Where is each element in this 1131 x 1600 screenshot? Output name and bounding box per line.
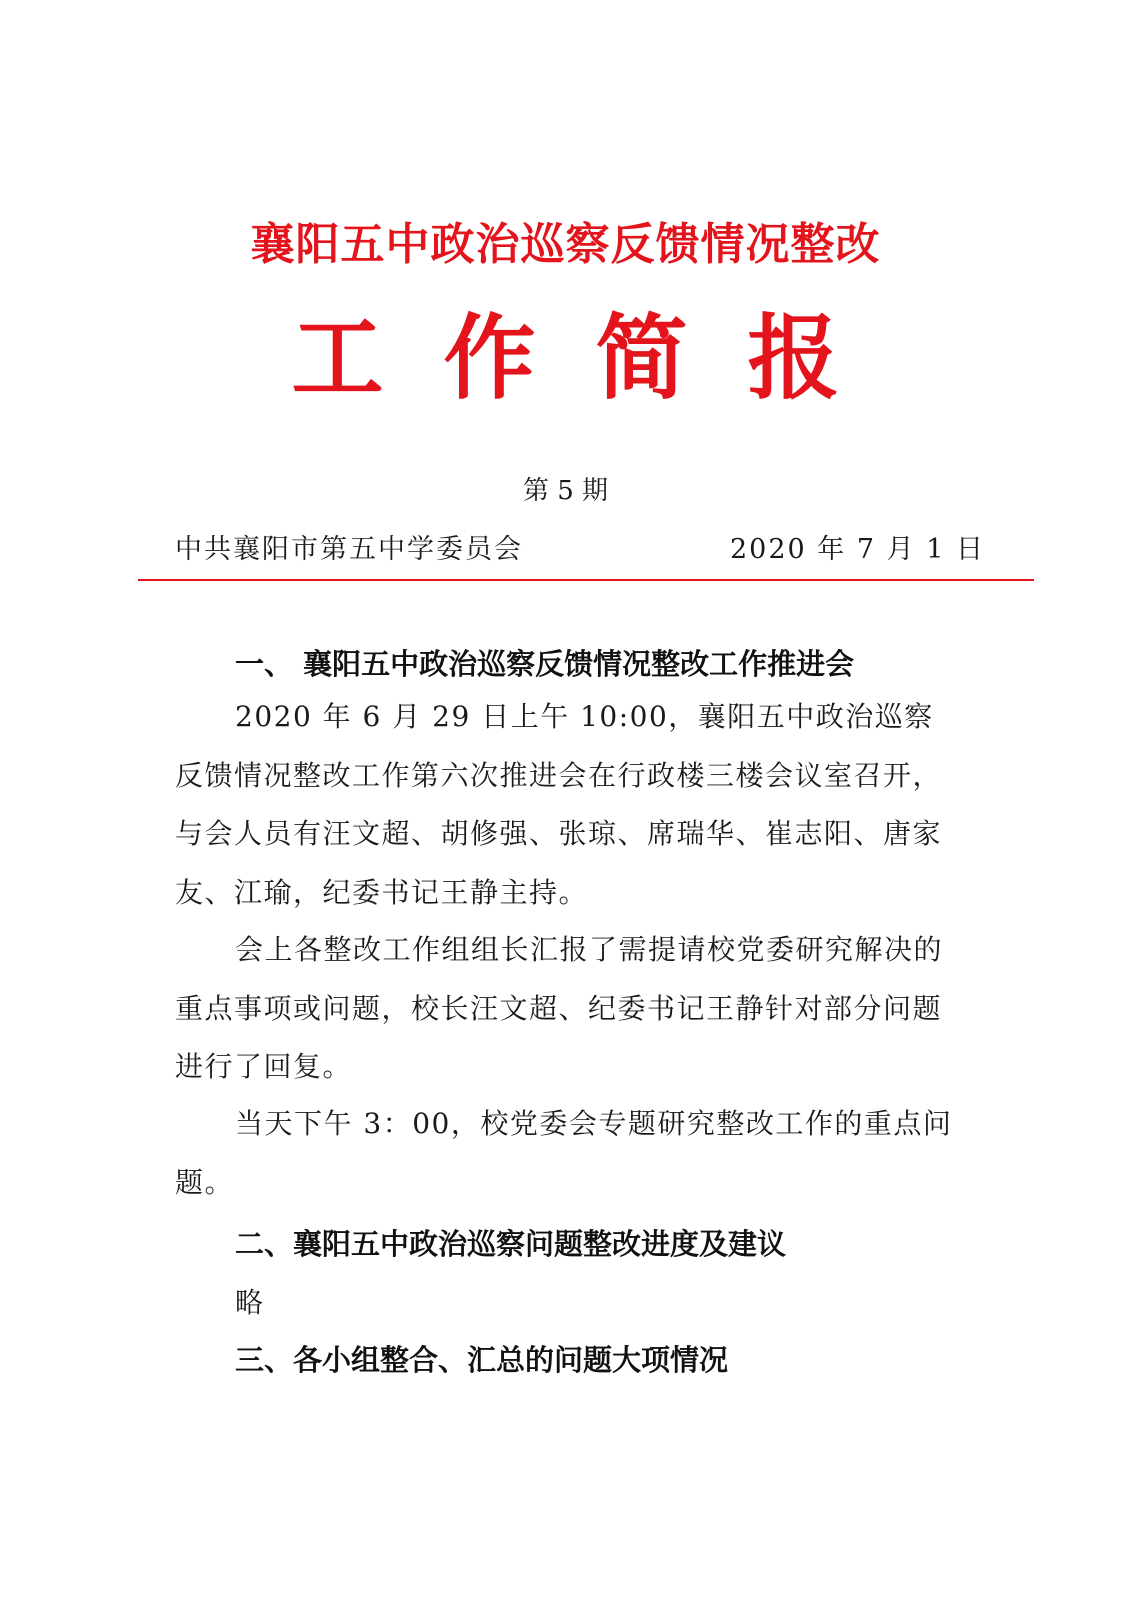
section-1-paragraph: 2020 年 6 月 29 日上午 10:00，襄阳五中政治巡察反馈情况整改工作第六次推进会在行政楼三楼会议室召开，与会人员有汪文超、胡修强、张琼、席瑞华、崔志阳、唐家友、江瑜，纪委书记王静主持。: [175, 700, 943, 909]
document-subtitle: 工作简报: [291, 304, 900, 412]
section-1-paragraph: 会上各整改工作组组长汇报了需提请校党委研究解决的重点事项或问题，校长汪文超、纪委书记王静针对部分问题进行了回复。: [175, 933, 944, 1083]
issue-date: 2020 年 7 月 1 日: [730, 534, 985, 565]
section-2-body: 略: [235, 1286, 264, 1319]
section-1-heading: 一、 襄阳五中政治巡察反馈情况整改工作推进会: [235, 647, 855, 681]
header-divider: [138, 579, 1034, 581]
issuing-organization: 中共襄阳市第五中学委员会: [175, 534, 523, 565]
section-2-heading: 二、襄阳五中政治巡察问题整改进度及建议: [235, 1227, 787, 1261]
section-3-heading: 三、各小组整合、汇总的问题大项情况: [235, 1343, 729, 1377]
document-title: 襄阳五中政治巡察反馈情况整改: [250, 219, 881, 270]
section-1-paragraph: 当天下午 3：00，校党委会专题研究整改工作的重点问题。: [175, 1107, 953, 1199]
issue-number: 第 5 期: [522, 476, 609, 506]
